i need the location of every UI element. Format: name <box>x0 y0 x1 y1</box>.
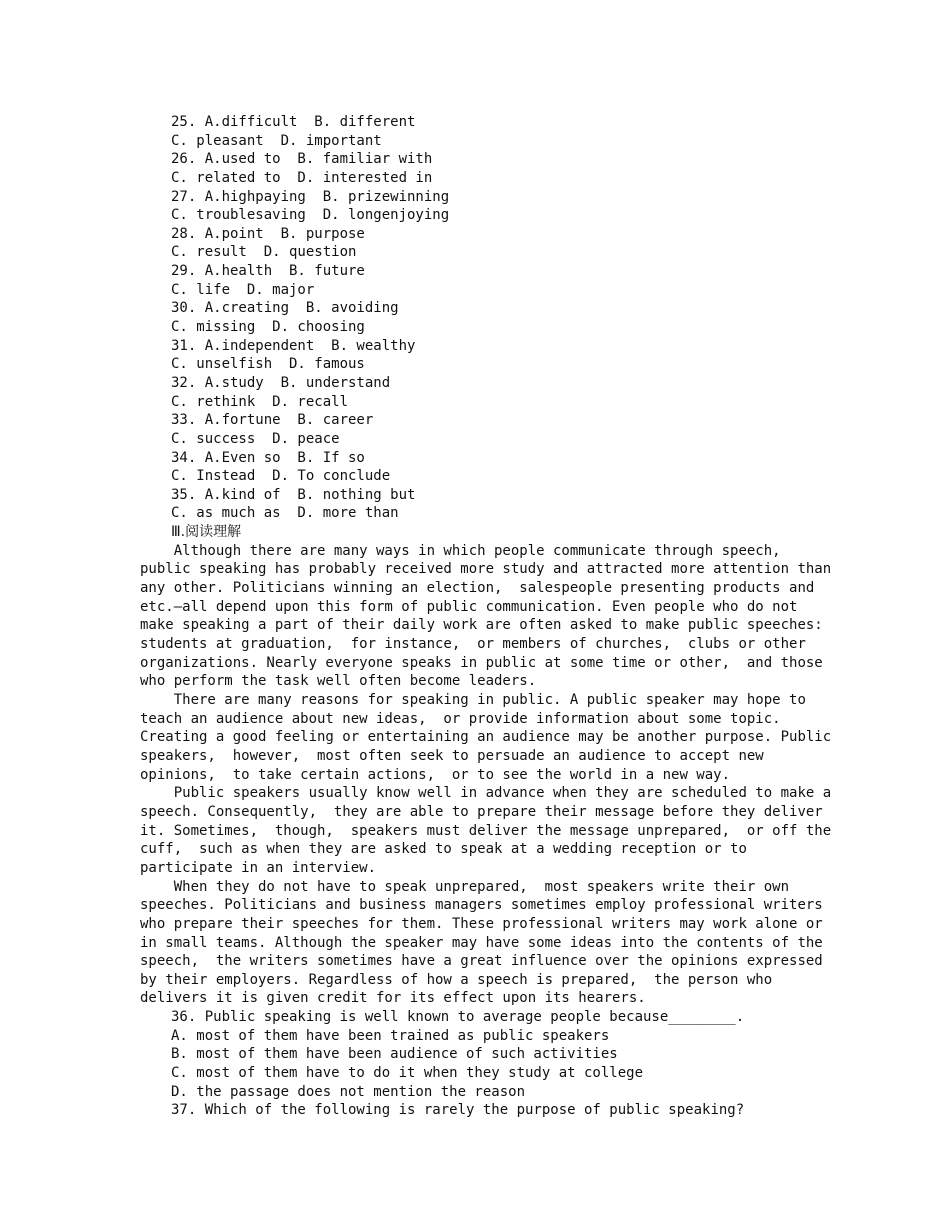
question-36 <box>140 1008 812 1101</box>
passage-paragraph <box>140 878 823 1009</box>
option-line: C. pleasant D. important <box>171 132 382 149</box>
option-line: C. troublesaving D. longenjoying <box>171 207 450 224</box>
option-line: C. Instead D. To conclude <box>171 468 391 485</box>
cloze-options <box>140 113 812 523</box>
option-line: 27. A.highpaying B. prizewinning <box>171 188 450 205</box>
passage-line: teach an audience about new ideas, or provide information about some topic. <box>140 710 781 727</box>
passage-line: speech, the writers sometimes have a great influence over the opinions expressed <box>140 953 823 970</box>
question-37 <box>140 1101 812 1120</box>
option-line: C. missing D. choosing <box>171 319 365 336</box>
passage-line: cuff, such as when they are asked to speak at a wedding reception or to <box>140 841 747 858</box>
passage-line: When they do not have to speak unprepared, most speakers write their own <box>140 878 790 895</box>
option-line: C. life D. major <box>171 281 315 298</box>
answer-option-d: D. the passage does not mention the reason <box>171 1083 526 1100</box>
option-line: C. unselfish D. famous <box>171 356 365 373</box>
passage-line: speakers, however, most often seek to persuade an audience to accept new <box>140 747 764 764</box>
passage-line: speeches. Politicians and business managers sometimes employ professional writers <box>140 897 823 914</box>
answer-option-b: B. most of them have been audience of such activities <box>171 1046 618 1063</box>
passage-line: who perform the task well often become leaders. <box>140 673 537 690</box>
passage-line: make speaking a part of their daily work are often asked to make public speeches: <box>140 617 823 634</box>
option-line: 35. A.kind of B. nothing but <box>171 486 416 503</box>
passage-line: by their employers. Regardless of how a speech is prepared, the person who <box>140 971 773 988</box>
passage-line: any other. Politicians winning an election, salespeople presenting products and <box>140 580 815 597</box>
option-line: 28. A.point B. purpose <box>171 225 365 242</box>
passage-line: Although there are many ways in which people communicate through speech, <box>140 542 781 559</box>
option-line: 32. A.study B. understand <box>171 374 391 391</box>
section-title: Ⅲ.阅读理解 <box>171 524 242 541</box>
passage-line: participate in an interview. <box>140 859 377 876</box>
passage-line: who prepare their speeches for them. These professional writers may work alone or <box>140 915 823 932</box>
passage-line: There are many reasons for speaking in public. A public speaker may hope to <box>140 691 806 708</box>
question-stem: 37. Which of the following is rarely the purpose of public speaking? <box>171 1102 745 1119</box>
passage-line: speech. Consequently, they are able to prepare their message before they deliver <box>140 803 823 820</box>
option-line: C. success D. peace <box>171 430 340 447</box>
option-line: C. as much as D. more than <box>171 505 399 522</box>
option-line: C. result D. question <box>171 244 357 261</box>
option-line: C. related to D. interested in <box>171 169 433 186</box>
passage-paragraph <box>140 542 832 691</box>
passage-line: organizations. Nearly everyone speaks in public at some time or other, and those <box>140 654 823 671</box>
passage-paragraph <box>140 784 832 877</box>
passage-paragraph <box>140 691 832 784</box>
passage-line: it. Sometimes, though, speakers must deliver the message unprepared, or off the <box>140 822 832 839</box>
passage-line: opinions, to take certain actions, or to see the world in a new way. <box>140 766 731 783</box>
passage-line: students at graduation, for instance, or members of churches, clubs or other <box>140 636 806 653</box>
answer-option-a: A. most of them have been trained as public speakers <box>171 1027 610 1044</box>
answer-option-c: C. most of them have to do it when they study at college <box>171 1065 644 1082</box>
option-line: 29. A.health B. future <box>171 263 365 280</box>
option-line: 31. A.independent B. wealthy <box>171 337 416 354</box>
question-stem: 36. Public speaking is well known to average people because________. <box>171 1009 745 1026</box>
option-line: 25. A.difficult B. different <box>171 114 416 130</box>
passage-line: delivers it is given credit for its effect upon its hearers. <box>140 990 646 1007</box>
passage-line: public speaking has probably received more study and attracted more attention than <box>140 561 832 578</box>
option-line: 33. A.fortune B. career <box>171 412 374 429</box>
option-line: C. rethink D. recall <box>171 393 349 410</box>
passage-line: Creating a good feeling or entertaining an audience may be another purpose. Public <box>140 729 832 746</box>
passage-line: Public speakers usually know well in advance when they are scheduled to make a <box>140 785 832 802</box>
option-line: 34. A.Even so B. If so <box>171 449 365 466</box>
passage-line: in small teams. Although the speaker may have some ideas into the contents of the <box>140 934 823 951</box>
option-line: 26. A.used to B. familiar with <box>171 151 433 168</box>
option-line: 30. A.creating B. avoiding <box>171 300 399 317</box>
passage-line: etc.—all depend upon this form of public communication. Even people who do not <box>140 598 798 615</box>
document-page <box>140 113 832 1120</box>
reading-passage <box>140 542 832 1008</box>
